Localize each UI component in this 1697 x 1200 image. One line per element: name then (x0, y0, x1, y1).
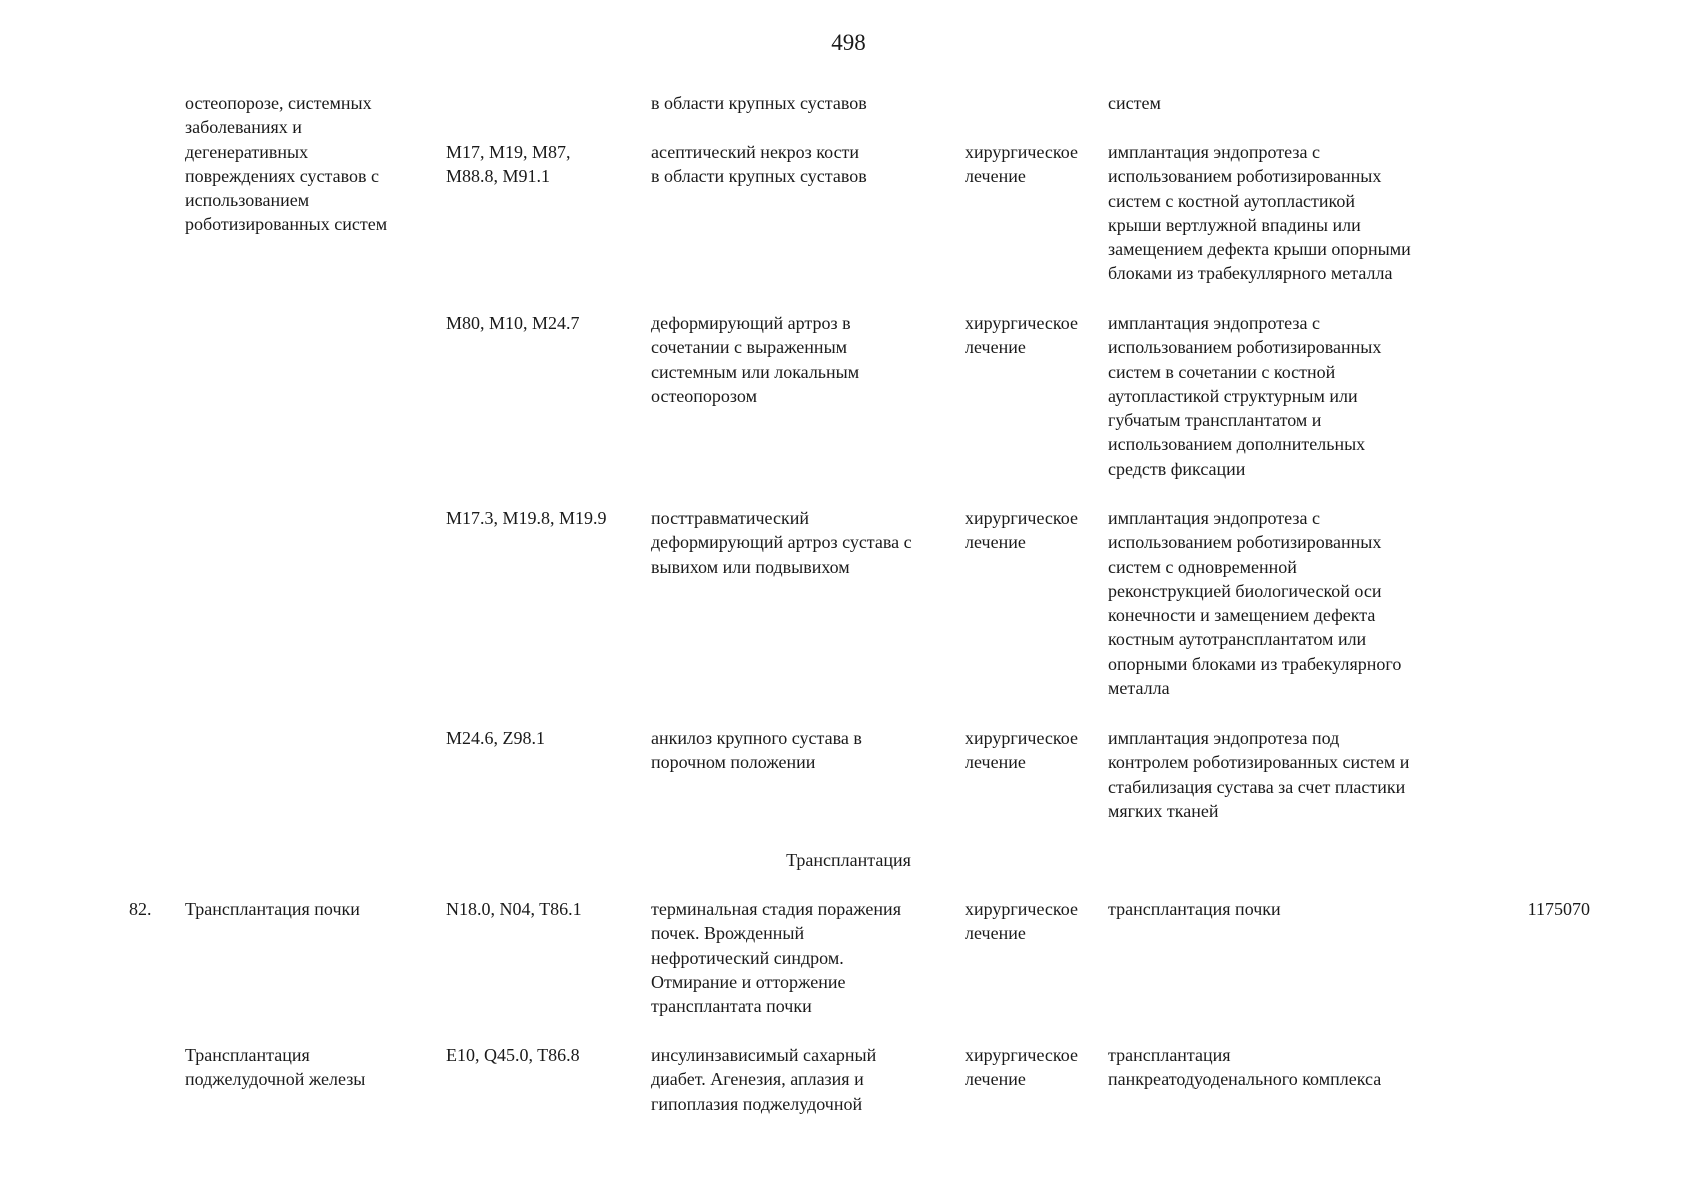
diagnosis-cell: посттравматический деформирующий артроз сустава с вывихом или подвывихом (651, 508, 912, 577)
diagnosis-cell: инсулинзависимый сахарный диабет. Агенезия, аплазия и гипоплазия поджелудочной (651, 1045, 877, 1114)
method-cell: имплантация эндопротеза с использованием роботизированных систем в сочетании с костной аутопластикой структурным или губчатым трансплантатом и использованием дополнительных средств фиксации (1108, 313, 1382, 479)
icd-code-cell: N18.0, N04, T86.1 (446, 899, 582, 919)
treatment-type-cell: хирургическое лечение (965, 508, 1078, 553)
method-group-name: Трансплантация поджелудочной железы (185, 1045, 366, 1090)
method-cell: систем (1108, 93, 1161, 113)
treatment-type-cell: хирургическое лечение (965, 313, 1078, 358)
method-cell: трансплантация почки (1108, 899, 1281, 919)
treatment-type-cell: хирургическое лечение (965, 899, 1078, 944)
method-cell: имплантация эндопротеза с использованием роботизированных систем с костной аутопластикой крыши вертлужной впадины или замещением дефекта крыши опорными блоками из трабекуллярного металла (1108, 142, 1411, 284)
method-cell: трансплантация панкреатодуоденального комплекса (1108, 1045, 1382, 1090)
page-number: 498 (831, 30, 866, 55)
method-cell: имплантация эндопротеза с использованием роботизированных систем с одновременной реконструкцией биологической оси конечности и замещением дефекта костным аутотрансплантатом или опорными блоками из трабекулярного металла (1108, 508, 1402, 699)
treatment-type-cell: хирургическое лечение (965, 1045, 1078, 1090)
treatment-type-cell: хирургическое лечение (965, 142, 1078, 187)
icd-code-cell: M24.6, Z98.1 (446, 728, 545, 748)
diagnosis-cell: терминальная стадия поражения почек. Врожденный нефротический синдром. Отмирание и отторжение трансплантата почки (651, 899, 901, 1017)
diagnosis-cell: анкилоз крупного сустава в порочном положении (651, 728, 862, 773)
diagnosis-cell: в области крупных суставов (651, 93, 867, 113)
method-group-name: Трансплантация почки (185, 899, 360, 919)
icd-code-cell: M17, M19, M87, M88.8, M91.1 (446, 142, 571, 187)
row-number: 82. (129, 899, 152, 919)
treatment-type-cell: хирургическое лечение (965, 728, 1078, 773)
method-cell: имплантация эндопротеза под контролем роботизированных систем и стабилизация сустава за счет пластики мягких тканей (1108, 728, 1410, 821)
icd-code-cell: M17.3, M19.8, M19.9 (446, 508, 607, 528)
method-group-name: остеопорозе, системных заболеваниях и дегенеративных повреждениях суставов с использованием роботизированных систем (185, 93, 388, 235)
icd-code-cell: M80, M10, M24.7 (446, 313, 580, 333)
diagnosis-cell: деформирующий артроз в сочетании с выраженным системным или локальным остеопорозом (651, 313, 860, 406)
diagnosis-cell: асептический некроз кости в области крупных суставов (651, 142, 867, 187)
section-title: Трансплантация (786, 850, 911, 870)
icd-code-cell: E10, Q45.0, T86.8 (446, 1045, 580, 1065)
cost-cell: 1175070 (1527, 899, 1590, 919)
